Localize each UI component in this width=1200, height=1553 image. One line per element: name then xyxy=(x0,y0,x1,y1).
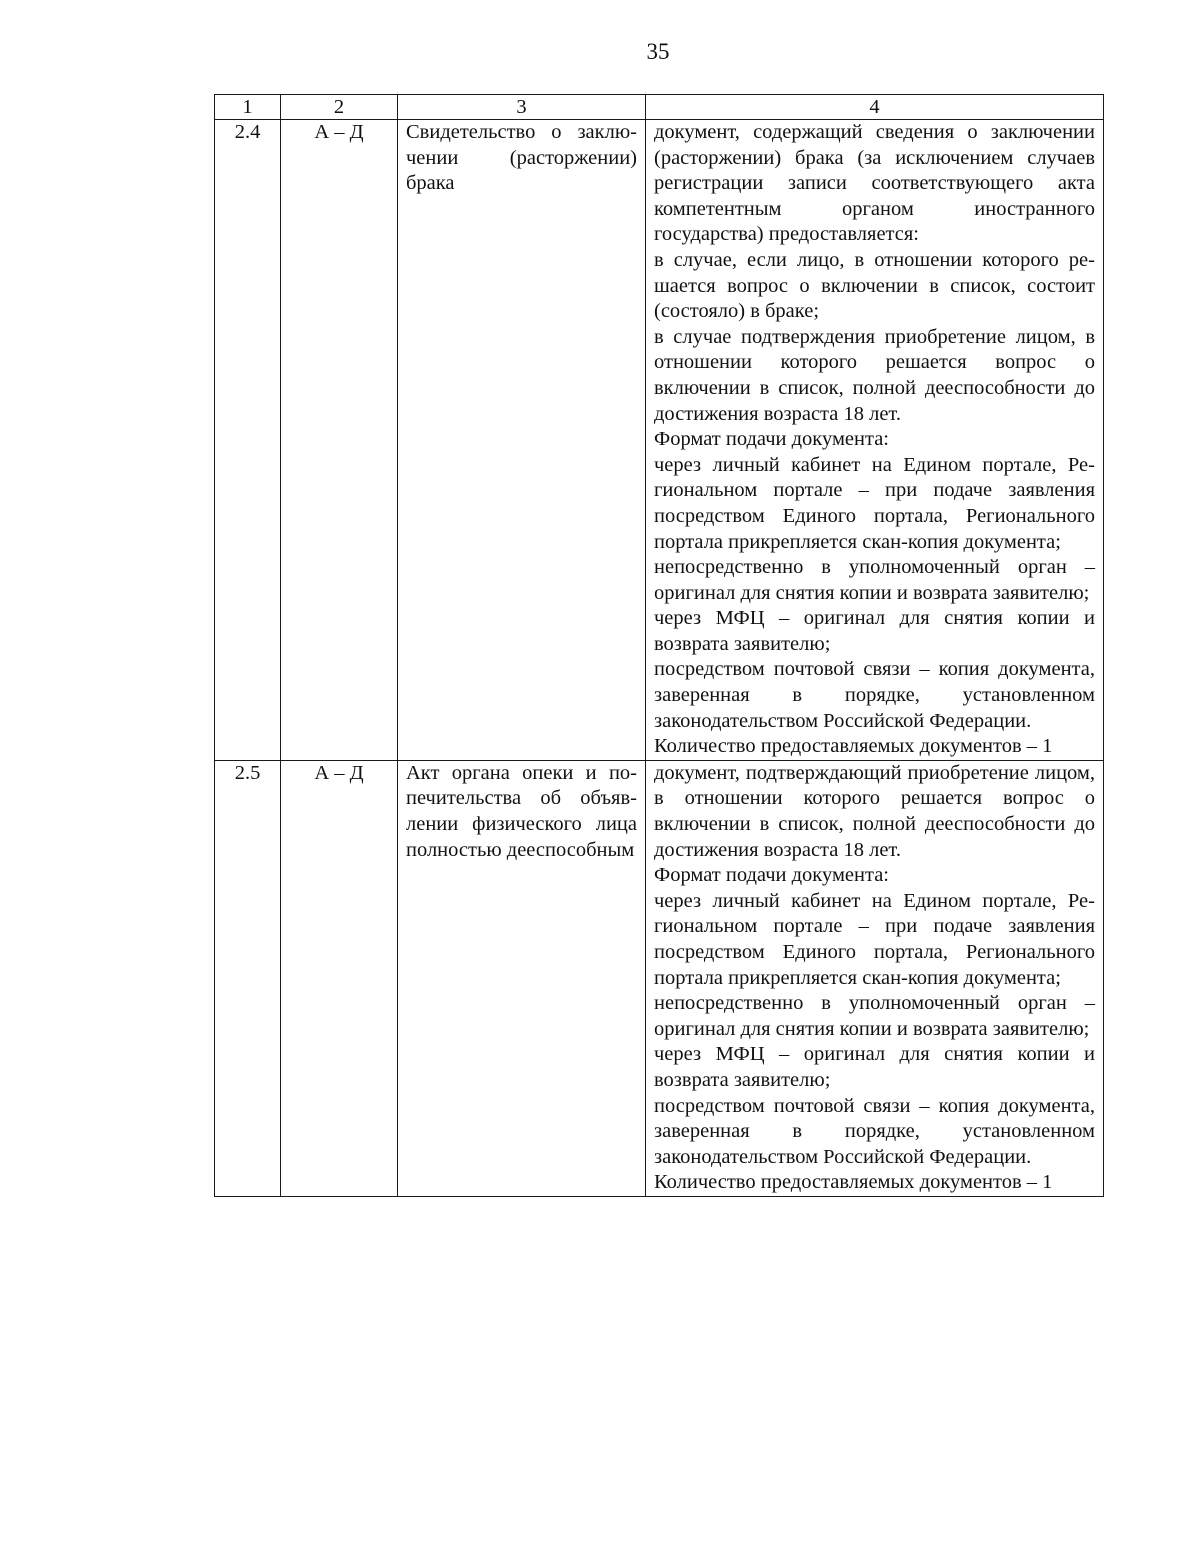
page-number: 35 xyxy=(646,39,670,64)
header-cell-2: 2 xyxy=(281,95,398,120)
description-paragraph: в случае, если лицо, в отношении которого решается вопрос о включении в список, состоит (состояло) в браке; xyxy=(654,248,1095,323)
description-paragraph: посредством почтовой связи – копия документа, заверенная в порядке, установленном законодательством Российской Федерации. xyxy=(654,658,1095,732)
header-cell-3: 3 xyxy=(398,95,646,120)
document-name: Свидетельство о заключении (расторжении) брака xyxy=(398,120,646,761)
table-row xyxy=(215,120,1104,761)
description-paragraph: непосредственно в уполномоченный орган – оригинал для снятия копии и возврата заявителю; xyxy=(654,992,1095,1040)
document-description xyxy=(646,760,1104,1196)
description-paragraph: Формат подачи документа: xyxy=(654,864,889,887)
description-paragraph: документ, подтверждающий приобретение лицом, в отношении которого решается вопрос о включении в список, полной дееспособности до достижения возраста 18 лет. xyxy=(654,761,1095,861)
description-paragraph: через МФЦ – оригинал для снятия копии и возврата заявителю; xyxy=(654,1043,1095,1091)
documents-table xyxy=(214,94,1104,1197)
description-paragraph: Формат подачи документа: xyxy=(654,428,889,451)
description-paragraph: непосредственно в уполномоченный орган – оригинал для снятия копии и возврата заявителю; xyxy=(654,556,1095,604)
table-row xyxy=(215,760,1104,1196)
description-paragraph: в случае подтверждения приобретение лицом, в отношении которого решается вопрос о включении в список, полной дееспособности до достижения возраста 18 лет. xyxy=(654,325,1095,425)
header-cell-1: 1 xyxy=(215,95,281,120)
description-paragraph: посредством почтовой связи – копия документа, заверенная в порядке, установленном законодательством Российской Федерации. xyxy=(654,1094,1095,1168)
document-count: Количество предоставляемых документов – 1 xyxy=(654,735,1053,758)
description-paragraph: через МФЦ – оригинал для снятия копии и возврата заявителю; xyxy=(654,607,1095,655)
row-code: А – Д xyxy=(281,120,398,761)
description-paragraph: документ, содержащий сведения о заключении (расторжении) брака (за исключением случаев регистрации записи соответствующего акта компетентным органом иностранного государства) предоставляется: xyxy=(654,121,1095,246)
row-code: А – Д xyxy=(281,760,398,1196)
row-number: 2.5 xyxy=(215,760,281,1196)
table-header-row xyxy=(215,95,1104,120)
description-paragraph: через личный кабинет на Едином портале, Региональном портале – при подаче заявления посредством Единого портала, Регионального портала прикрепляется скан-копия документа; xyxy=(654,889,1095,989)
header-cell-4: 4 xyxy=(646,95,1104,120)
description-paragraph: через личный кабинет на Едином портале, Региональном портале – при подаче заявления посредством Единого портала, Регионального портала прикрепляется скан-копия документа; xyxy=(654,453,1095,553)
document-description xyxy=(646,120,1104,761)
row-number: 2.4 xyxy=(215,120,281,761)
document-name: Акт органа опеки и попечительства об объявлении физического лица полностью дееспособным xyxy=(398,760,646,1196)
document-count: Количество предоставляемых документов – 1 xyxy=(654,1171,1053,1194)
